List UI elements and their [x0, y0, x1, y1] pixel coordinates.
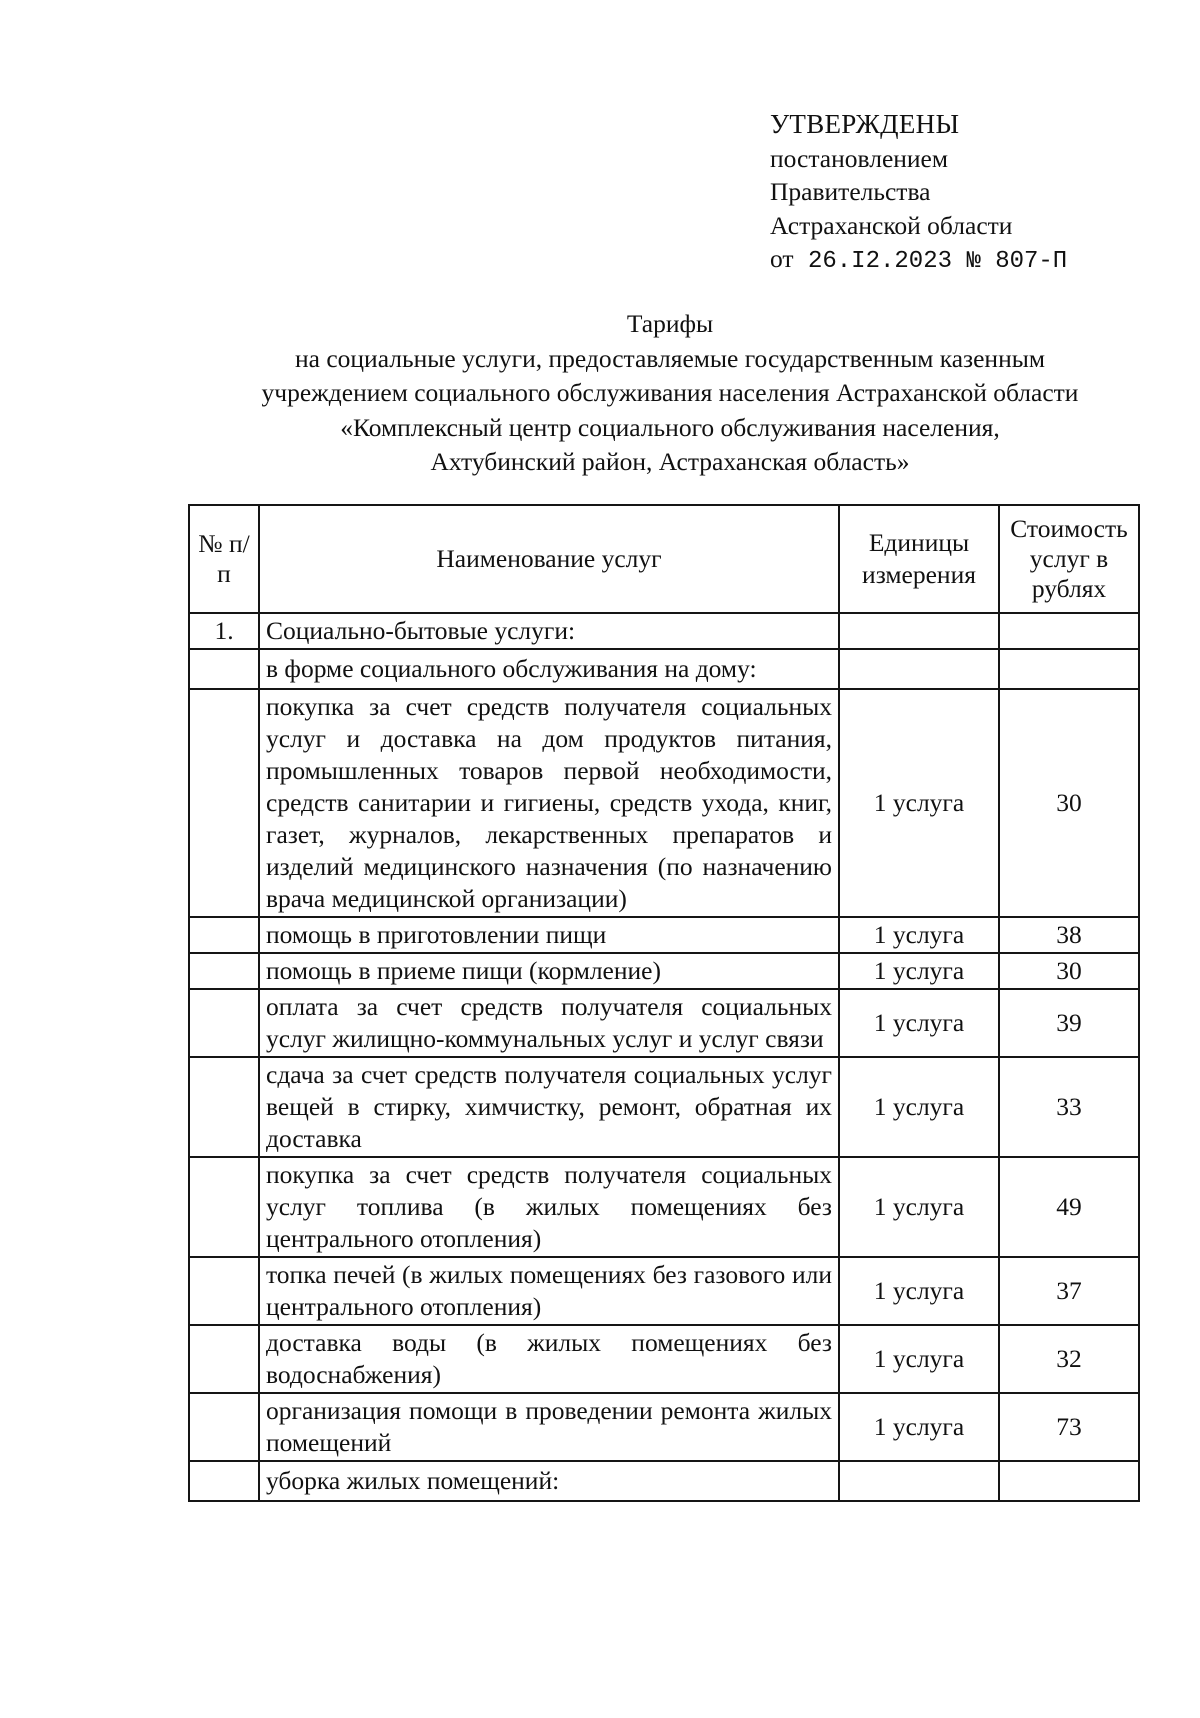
row-num [189, 689, 259, 917]
approval-date-value: 26.I2.2023 № 807-П [807, 248, 1068, 275]
row-price [999, 613, 1139, 649]
row-unit: 1 услуга [839, 689, 999, 917]
row-unit: 1 услуга [839, 1157, 999, 1257]
row-unit: 1 услуга [839, 1257, 999, 1325]
row-num [189, 1325, 259, 1393]
table-row [189, 953, 1139, 989]
table-row [189, 1325, 1139, 1393]
header-unit: Единицы измерения [839, 505, 999, 613]
row-price [999, 649, 1139, 689]
title-line-5: Ахтубинский район, Астраханская область» [430, 447, 910, 476]
row-unit: 1 услуга [839, 1393, 999, 1461]
row-price: 73 [999, 1393, 1139, 1461]
row-name: организация помощи в проведении ремонта жилых помещений [259, 1393, 839, 1461]
row-num [189, 989, 259, 1057]
document-title [190, 307, 1150, 480]
row-num: 1. [189, 613, 259, 649]
row-unit: 1 услуга [839, 1325, 999, 1393]
title-line-1: Тарифы [626, 309, 714, 338]
row-num [189, 917, 259, 953]
approval-line-3: Астраханской области [770, 210, 1013, 240]
row-unit: 1 услуга [839, 1057, 999, 1157]
table-row [189, 613, 1139, 649]
approval-line-2: Правительства [770, 177, 931, 206]
table-row [189, 1257, 1139, 1325]
row-name: Социально-бытовые услуги: [259, 613, 839, 649]
row-unit: 1 услуга [839, 989, 999, 1057]
title-line-2: на социальные услуги, предоставляемые государственным казенным [295, 343, 1045, 373]
row-price: 33 [999, 1057, 1139, 1157]
approval-line-1: постановлением [770, 143, 949, 173]
table-header-row [189, 505, 1139, 613]
row-name: оплата за счет средств получателя социальных услуг жилищно-коммунальных услуг и услуг связи [259, 989, 839, 1057]
row-name: помощь в приготовлении пищи [259, 917, 839, 953]
approval-date-line [770, 242, 1067, 279]
row-price: 30 [999, 953, 1139, 989]
table-row [189, 1057, 1139, 1157]
row-num [189, 1257, 259, 1325]
row-num [189, 1461, 259, 1501]
row-price: 39 [999, 989, 1139, 1057]
approval-stamp-block [770, 108, 1067, 279]
row-price: 49 [999, 1157, 1139, 1257]
row-unit [839, 613, 999, 649]
table-row [189, 917, 1139, 953]
table-row [189, 1393, 1139, 1461]
approval-date-prefix: от [770, 244, 794, 273]
approval-heading: УТВЕРЖДЕНЫ [770, 109, 960, 139]
row-unit: 1 услуга [839, 917, 999, 953]
row-price: 37 [999, 1257, 1139, 1325]
row-price: 32 [999, 1325, 1139, 1393]
row-name: топка печей (в жилых помещениях без газового или центрального отопления) [259, 1257, 839, 1325]
row-name: доставка воды (в жилых помещениях без водоснабжения) [259, 1325, 839, 1393]
table-row [189, 649, 1139, 689]
tariffs-table [188, 504, 1140, 1502]
header-num: № п/п [189, 505, 259, 613]
table-row [189, 1157, 1139, 1257]
row-unit [839, 1461, 999, 1501]
row-price [999, 1461, 1139, 1501]
header-name: Наименование услуг [259, 505, 839, 613]
header-price: Стоимость услуг в рублях [999, 505, 1139, 613]
row-name: помощь в приеме пищи (кормление) [259, 953, 839, 989]
row-name: в форме социального обслуживания на дому: [259, 649, 839, 689]
row-unit [839, 649, 999, 689]
table-row [189, 989, 1139, 1057]
row-name: покупка за счет средств получателя социальных услуг топлива (в жилых помещениях без центрального отопления) [259, 1157, 839, 1257]
title-line-3: учреждением социального обслуживания населения Астраханской области [261, 378, 1079, 407]
row-price: 38 [999, 917, 1139, 953]
title-line-4: «Комплексный центр социального обслуживания населения, [340, 412, 1000, 442]
row-unit: 1 услуга [839, 953, 999, 989]
table-row [189, 689, 1139, 917]
row-name: покупка за счет средств получателя социальных услуг и доставка на дом продуктов питания, промышленных товаров первой необходимости, средств санитарии и гигиены, средств ухода, книг, газет, журналов, лекарственных препаратов и изделий медицинского назначения (по назначению врача медицинской организации) [259, 689, 839, 917]
row-num [189, 1057, 259, 1157]
row-num [189, 1393, 259, 1461]
row-num [189, 649, 259, 689]
table-row [189, 1461, 1139, 1501]
row-name: сдача за счет средств получателя социальных услуг вещей в стирку, химчистку, ремонт, обратная их доставка [259, 1057, 839, 1157]
row-price: 30 [999, 689, 1139, 917]
row-num [189, 1157, 259, 1257]
row-name: уборка жилых помещений: [259, 1461, 839, 1501]
row-num [189, 953, 259, 989]
